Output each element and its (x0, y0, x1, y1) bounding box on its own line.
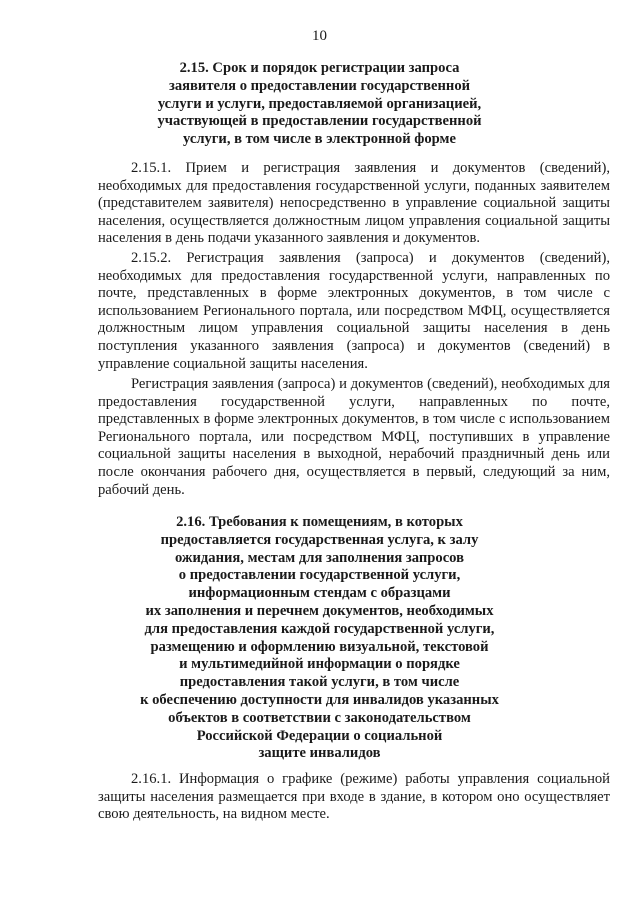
heading-line: предоставления такой услуги, в том числе (179, 674, 460, 691)
heading-line: для предоставления каждой государственной услуги, (144, 620, 495, 637)
heading-line: к обеспечению доступности для инвалидов указанных (140, 691, 499, 708)
heading-line: защите инвалидов (258, 745, 381, 762)
heading-line: услуги, в том числе в электронной форме (183, 131, 456, 148)
section-2-15-heading (0, 60, 639, 149)
heading-line: предоставляется государственная услуга, к залу (160, 531, 479, 548)
heading-line: услуги и услуги, предоставляемой организацией, (157, 95, 482, 112)
paragraph-2-16-1: 2.16.1. Информация о графике (режиме) работы управления социальной защиты населения размещается при входе в здание, в котором оно осуществляет свою деятельность, на видном месте. (98, 771, 610, 823)
heading-line: участвующей в предоставлении государственной (157, 113, 482, 130)
section-2-16-heading (0, 514, 639, 763)
paragraph-2-15-2: 2.15.2. Регистрация заявления (запроса) и документов (сведений), необходимых для предоставления государственной услуги, направленных по почте, представленных в форме электронных документов, в том числе с использованием Регионального портала, или посредством МФЦ, осуществляется должностным лицом управления социальной защиты населения в день поступления указанного заявления (запроса) и документов (сведений) в управление социальной защиты населения. (98, 250, 610, 372)
heading-line: о предоставлении государственной услуги, (178, 567, 461, 584)
heading-line: ожидания, местам для заполнения запросов (174, 549, 465, 566)
paragraph-2-15-2-continued: Регистрация заявления (запроса) и документов (сведений), необходимых для предоставления государственной услуги, направленных по почте, представленных в форме электронных документов, в том числе с использованием Регионального портала, или посредством МФЦ, поступивших в управление социальной защиты населения в выходной, нерабочий праздничный день или после окончания рабочего дня, осуществляется в первый, следующий за ним, рабочий день. (98, 376, 610, 498)
heading-line: информационным стендам с образцами (188, 585, 451, 602)
heading-line: 2.16. Требования к помещениям, в которых (176, 514, 463, 530)
paragraph-2-15-1: 2.15.1. Прием и регистрация заявления и документов (сведений), необходимых для предоставления государственной услуги, поданных заявителем (представителем заявителя) непосредственно в управление социальной защиты населения, осуществляется должностным лицом управления социальной защиты населения в день подачи указанного заявления и документов. (98, 160, 610, 247)
page-number: 10 (312, 28, 327, 44)
heading-line: 2.15. Срок и порядок регистрации запроса (179, 60, 460, 76)
heading-line: размещению и оформлению визуальной, текстовой (150, 638, 489, 655)
heading-line: Российской Федерации о социальной (196, 727, 443, 744)
heading-line: объектов в соответствии с законодательством (168, 709, 471, 726)
heading-line: заявителя о предоставлении государственной (168, 77, 471, 94)
heading-line: и мультимедийной информации о порядке (179, 656, 460, 673)
heading-line: их заполнения и перечнем документов, необходимых (145, 602, 494, 619)
